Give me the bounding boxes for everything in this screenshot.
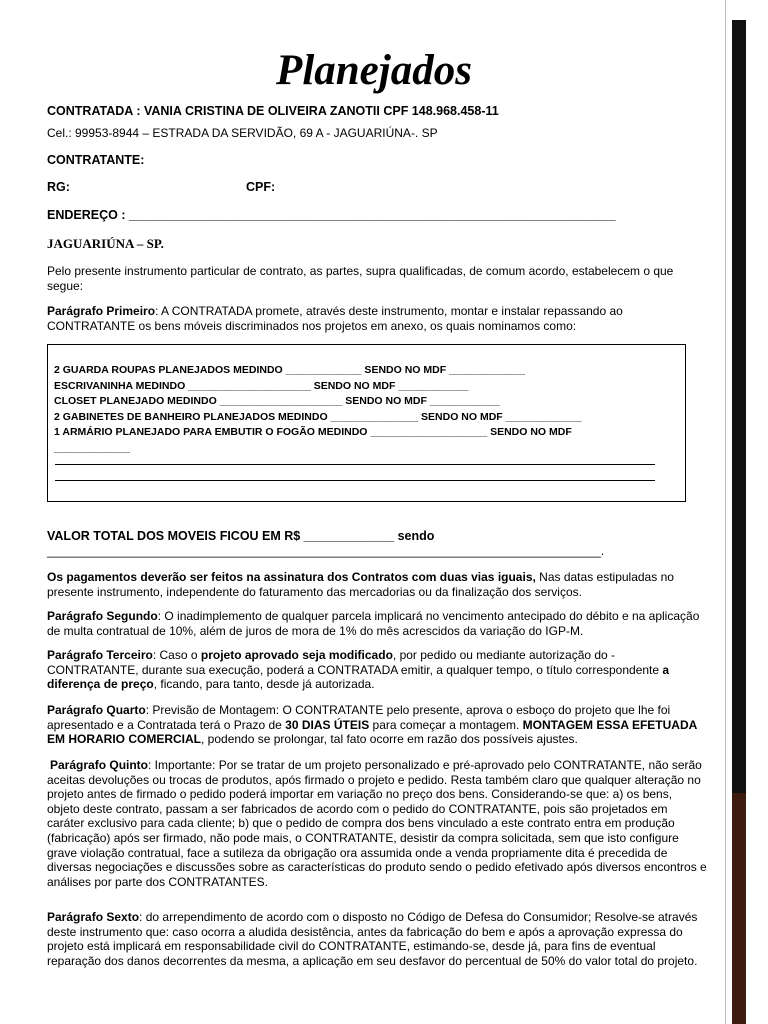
contact-line: Cel.: 99953-8944 – ESTRADA DA SERVIDÃO, 69 A - JAGUARIÚNA-. SP — [47, 126, 438, 140]
page-edge-line — [725, 0, 726, 1024]
intro-paragraph — [47, 264, 707, 293]
endereco-line: ENDEREÇO : ______________________________________________________________________ — [47, 208, 616, 222]
paragraph-sexto — [47, 910, 707, 968]
paragraph-quinto-text: : Importante: Por se tratar de um projeto personalizado e pré-aprovado pelo CONTRATANTE, não serão aceitas devoluções ou trocas de produtos, após firmado o projeto e pedido. Resta também claro que qualquer alteração no projeto antes de firmado o pedido poderá importar em variação no preço dos bens. Considerando-se que: a) os bens, objeto deste contrato, passam a ser fabricados de acordo com o pedido do CONTRATANTE, pois são projetados em caráter exclusivo para cada cliente; b) que o pedido de compra dos bens vinculado a este contrato entra em produção (fabricação) após ser firmado, não pode mais, o CONTRATANTE, desistir da compra solicitada, sem que isto configure grave violação contratual, face a sutileza da obrigação ora assumida onde a venda propriamente dita é precedida de diversas negociações e discussões sobre as características do produto sendo o pedido efetivado após diversos encontros e análises por parte dos CONTRATANTES. — [47, 758, 707, 889]
contratada-line: CONTRATADA : VANIA CRISTINA DE OLIVEIRA ZANOTII CPF 148.968.458-11 — [47, 104, 499, 118]
paragraph-quarto-text: para começar a montagem. — [369, 717, 523, 732]
intro-text: Pelo presente instrumento particular de contrato, as partes, supra qualificadas, de comum acordo, estabelecem o que segue: — [47, 264, 674, 293]
paragraph-primeiro-text: : A CONTRATADA promete, através deste instrumento, montar e instalar repassando ao CONTRATANTE os bens móveis discriminados nos projetos em anexo, os quais nominamos como: — [47, 304, 623, 333]
items-box — [47, 344, 686, 502]
page-title: Planejados — [276, 47, 472, 94]
paragraph-quarto-bold: 30 DIAS ÚTEIS — [285, 717, 370, 732]
blank-line — [55, 464, 655, 465]
paragraph-terceiro-bold: projeto aprovado seja modificado — [200, 648, 393, 662]
items-list — [54, 363, 582, 457]
list-item: 2 GABINETES DE BANHEIRO PLANEJADOS MEDINDO _______________ SENDO NO MDF _____________ — [54, 410, 582, 423]
paragraph-segundo — [47, 609, 707, 638]
rg-label: RG: — [47, 180, 70, 194]
paragraph-quarto-bold: MONTAGEM ESSA EFETUADA EM HORARIO COMERCIAL — [47, 717, 697, 747]
list-item: ESCRIVANINHA MEDINDO _____________________ SENDO NO MDF ____________ — [54, 379, 469, 392]
paragraph-segundo-label: Parágrafo Segundo — [47, 609, 158, 623]
paragraph-primeiro-label: Parágrafo Primeiro — [47, 304, 156, 318]
right-edge-bar-lower — [732, 793, 746, 1024]
list-item: CLOSET PLANEJADO MEDINDO _____________________ SENDO NO MDF ____________ — [54, 395, 500, 408]
paragraph-quarto-label: Parágrafo Quarto — [47, 703, 146, 717]
pagamentos-text: Nas datas estipuladas no presente instrumento, independente do faturamento das mercadorias ou da finalização dos serviços. — [47, 570, 674, 599]
paragraph-quarto — [47, 703, 707, 747]
paragraph-quarto-text: , podendo se prolongar, tal fato ocorre em razão dos possíveis ajustes. — [201, 732, 578, 747]
cpf-label: CPF: — [246, 180, 276, 194]
paragraph-sexto-text: : do arrependimento de acordo com o disposto no Código de Defesa do Consumidor; Resolve-se através deste instrumento que: caso ocorra a aludida desistência, antes da fabricação do bem e após a aprovação expressa do projeto está implicará em responsabilidade civil do CONTRATANTE, estimando-se, desde já, para fins de eventual reparação dos danos decorrentes da mesma, a aplicação em seu desfavor do percentual de 50% do valor total do projeto. — [47, 910, 698, 968]
list-item: 2 GUARDA ROUPAS PLANEJADOS MEDINDO _____________ SENDO NO MDF _____________ — [54, 364, 525, 376]
paragraph-quinto-label: Parágrafo Quinto — [50, 758, 149, 772]
paragraph-terceiro-bold: a diferença de preço — [47, 662, 670, 692]
blank-line — [55, 480, 655, 481]
paragraph-terceiro-text: : Caso o — [152, 648, 201, 662]
valor-total-line: VALOR TOTAL DOS MOVEIS FICOU EM R$ _____________ sendo — [47, 529, 435, 543]
city-line: JAGUARIÚNA – SP. — [47, 236, 164, 251]
paragraph-sexto-label: Parágrafo Sexto — [47, 910, 140, 924]
paragraph-terceiro-text: , ficando, para tanto, desde já autorizada. — [153, 677, 375, 692]
contratante-label: CONTRATANTE: — [47, 153, 145, 167]
paragraph-quinto — [47, 758, 707, 889]
paragraph-terceiro-label: Parágrafo Terceiro — [47, 648, 153, 662]
valor-total-blank: ___________________________________________________________________________________. — [47, 544, 605, 558]
pagamentos-paragraph — [47, 570, 707, 599]
paragraph-terceiro — [47, 648, 707, 692]
list-item: _____________ — [54, 441, 130, 454]
paragraph-terceiro-text: , por pedido ou mediante autorização do - CONTRATANTE, durante sua execução, poderá a CONTRATADA emitir, a qualquer tempo, o título correspondente — [47, 648, 663, 677]
paragraph-segundo-text: : O inadimplemento de qualquer parcela implicará no vencimento antecipado do débito e na aplicação de multa contratual de 10%, além de juros de mora de 1% do mês acrescidos da variação do IGP-M. — [47, 609, 700, 638]
paragraph-primeiro — [47, 304, 707, 333]
paragraph-quarto-text: : Previsão de Montagem: O CONTRATANTE pelo presente, aprova o esboço do projeto que lhe foi apresentado e a Contratada terá o Prazo de — [47, 703, 671, 732]
pagamentos-bold: Os pagamentos deverão ser feitos na assinatura dos Contratos com duas vias iguais, — [47, 570, 536, 584]
list-item: 1 ARMÁRIO PLANEJADO PARA EMBUTIR O FOGÃO MEDINDO ____________________ SENDO NO MDF — [54, 426, 572, 439]
